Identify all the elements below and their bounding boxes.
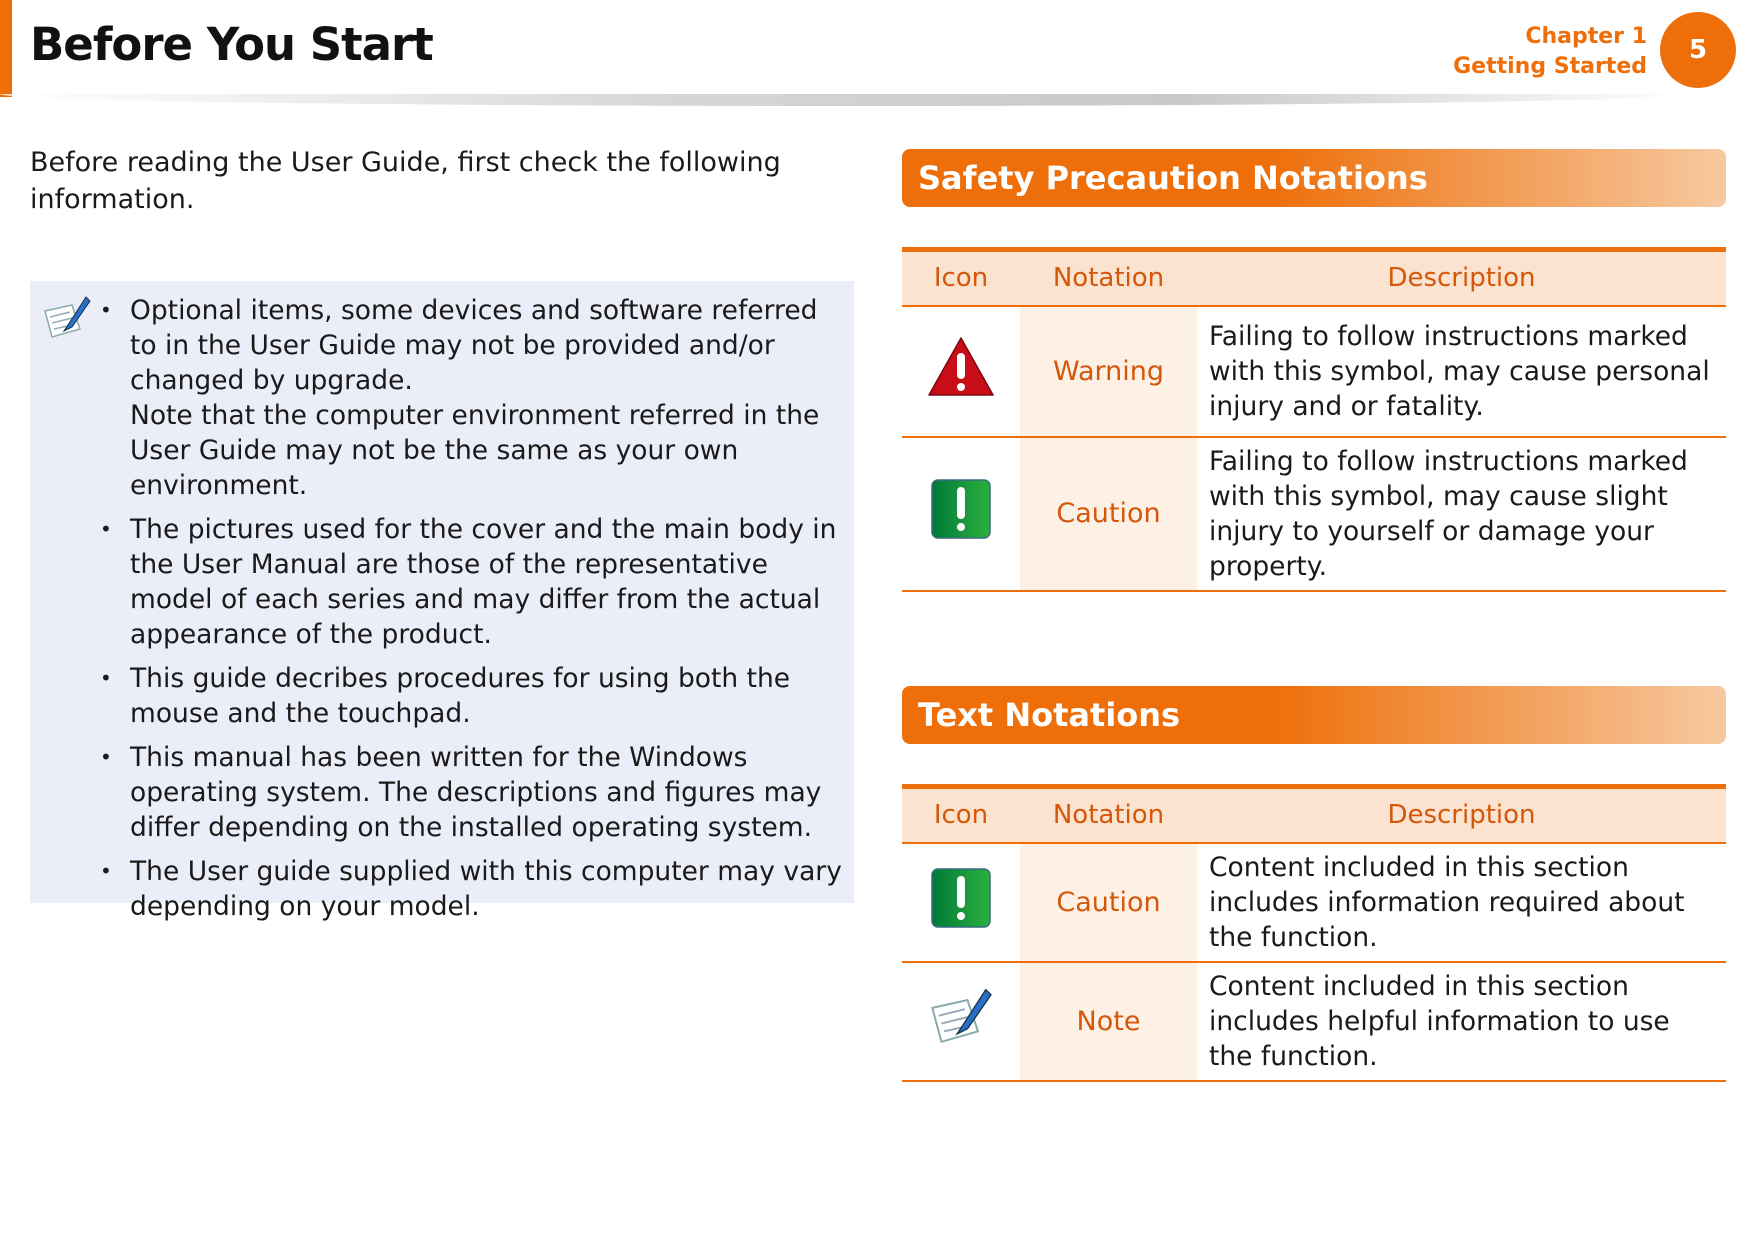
notation-warning: Warning	[1020, 306, 1197, 437]
chapter-title: Getting Started	[1453, 54, 1647, 79]
description: Content included in this section includes information required about the function.	[1197, 843, 1726, 962]
safety-heading: Safety Precaution Notations	[902, 149, 1726, 207]
chapter-label	[1453, 22, 1647, 82]
note-item: • The pictures used for the cover and the main body in the User Manual are those of the representative model of each series and may differ from the actual appearance of the product.	[130, 512, 850, 652]
accent-bar	[0, 0, 12, 97]
col-notation: Notation	[1020, 787, 1197, 843]
col-icon: Icon	[902, 787, 1020, 843]
warning-triangle-icon	[927, 335, 995, 399]
description: Failing to follow instructions marked with this symbol, may cause personal injury and or fatality.	[1197, 306, 1726, 437]
text-notations-heading: Text Notations	[902, 686, 1726, 744]
description: Content included in this section includes helpful information to use the function.	[1197, 962, 1726, 1081]
note-pen-icon	[928, 987, 994, 1047]
col-icon: Icon	[902, 250, 1020, 306]
table-row	[902, 962, 1726, 1081]
note-item: • Optional items, some devices and software referred to in the User Guide may not be provided and/or changed by upgrade. Note that the computer environment referred in the User Guide may not be the same as your own environment.	[130, 293, 850, 503]
page-number: 5	[1660, 12, 1736, 88]
col-notation: Notation	[1020, 250, 1197, 306]
chapter-number: Chapter 1	[1525, 24, 1647, 49]
page-title: Before You Start	[30, 18, 433, 71]
col-description: Description	[1197, 787, 1726, 843]
description: Failing to follow instructions marked with this symbol, may cause slight injury to yourself or damage your property.	[1197, 437, 1726, 591]
note-item: • This guide decribes procedures for using both the mouse and the touchpad.	[130, 661, 850, 731]
table-row	[902, 306, 1726, 437]
caution-icon	[931, 479, 991, 539]
col-description: Description	[1197, 250, 1726, 306]
intro-text: Before reading the User Guide, first check the following information.	[30, 147, 781, 215]
notation-note: Note	[1020, 962, 1197, 1081]
note-item: • This manual has been written for the Windows operating system. The descriptions and figures may differ depending on the installed operating system.	[130, 740, 850, 845]
table-row	[902, 437, 1726, 591]
table-row	[902, 843, 1726, 962]
caution-icon	[931, 868, 991, 928]
note-pen-icon	[42, 295, 92, 341]
safety-table	[902, 247, 1726, 592]
note-box	[30, 281, 854, 922]
notation-caution: Caution	[1020, 843, 1197, 962]
note-item: • The User guide supplied with this computer may vary depending on your model.	[130, 854, 850, 924]
notation-caution: Caution	[1020, 437, 1197, 591]
text-notations-table	[902, 784, 1726, 1082]
header-divider	[0, 94, 1690, 106]
